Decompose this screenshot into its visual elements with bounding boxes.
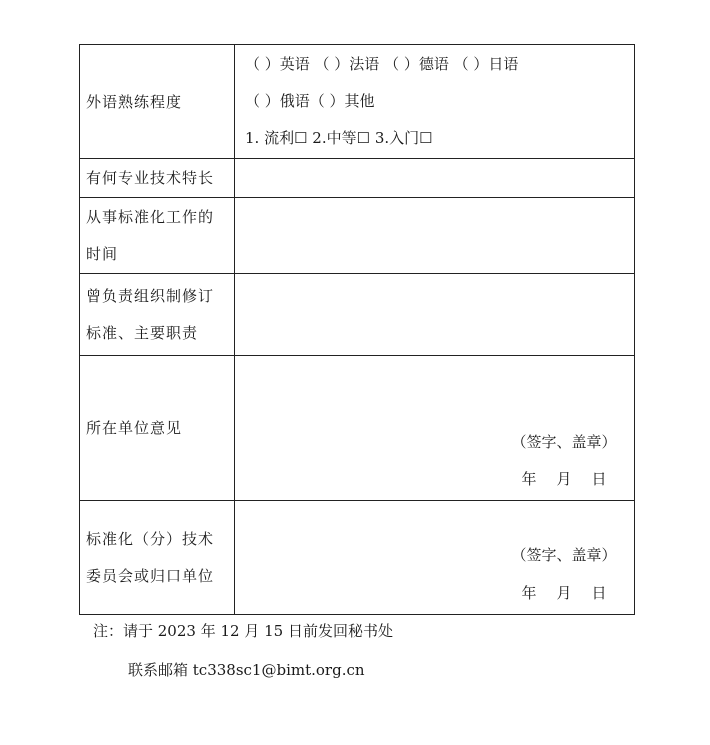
responsibilities-field[interactable] <box>235 274 635 356</box>
label-line: 时间 <box>86 244 119 263</box>
date-line <box>494 583 634 603</box>
label-line: 标准化（分）技术 <box>86 529 215 548</box>
year-label: 年 <box>521 584 537 602</box>
year-label: 年 <box>521 470 537 488</box>
signature-stamp-label: （签字、盖章） <box>511 546 617 564</box>
label-foreign-language: 外语熟练程度 <box>80 45 235 159</box>
row-foreign-language <box>80 45 635 159</box>
row-standardization-time <box>80 198 635 274</box>
day-label: 日 <box>591 584 607 602</box>
foreign-language-options <box>235 45 635 159</box>
label-committee-opinion <box>80 501 235 615</box>
label-unit-opinion: 所在单位意见 <box>80 356 235 501</box>
committee-opinion-field[interactable] <box>235 501 635 615</box>
row-unit-opinion <box>80 356 635 501</box>
label-specialty: 有何专业技术特长 <box>80 159 235 198</box>
signature-stamp-label: （签字、盖章） <box>511 433 617 451</box>
proficiency-options: 1. 流利☐ 2.中等☐ 3.入门☐ <box>245 129 433 147</box>
row-committee-opinion <box>80 501 635 615</box>
language-options-line-1: （ ）英语 （ ）法语 （ ）德语 （ ）日语 <box>245 55 519 73</box>
deadline-note: 注：请于 2023 年 12 月 15 日前发回秘书处 <box>93 622 393 640</box>
label-line: 曾负责组织制修订 <box>86 286 215 305</box>
language-options-line-2: （ ）俄语（ ）其他 <box>245 92 375 110</box>
unit-opinion-field[interactable] <box>235 356 635 501</box>
month-label: 月 <box>556 470 572 488</box>
application-form-table <box>79 44 635 615</box>
label-responsibilities <box>80 274 235 356</box>
unit-opinion-sign-area <box>245 356 634 500</box>
row-responsibilities <box>80 274 635 356</box>
label-line: 从事标准化工作的 <box>86 207 215 226</box>
standardization-time-field[interactable] <box>235 198 635 274</box>
date-line <box>494 469 634 489</box>
month-label: 月 <box>556 584 572 602</box>
specialty-field[interactable] <box>235 159 635 198</box>
label-line: 标准、主要职责 <box>86 323 199 342</box>
row-specialty <box>80 159 635 198</box>
day-label: 日 <box>591 470 607 488</box>
label-standardization-time <box>80 198 235 274</box>
label-line: 委员会或归口单位 <box>86 566 215 585</box>
contact-email: 联系邮箱 tc338sc1@bimt.org.cn <box>128 661 365 679</box>
committee-sign-area <box>245 501 634 614</box>
